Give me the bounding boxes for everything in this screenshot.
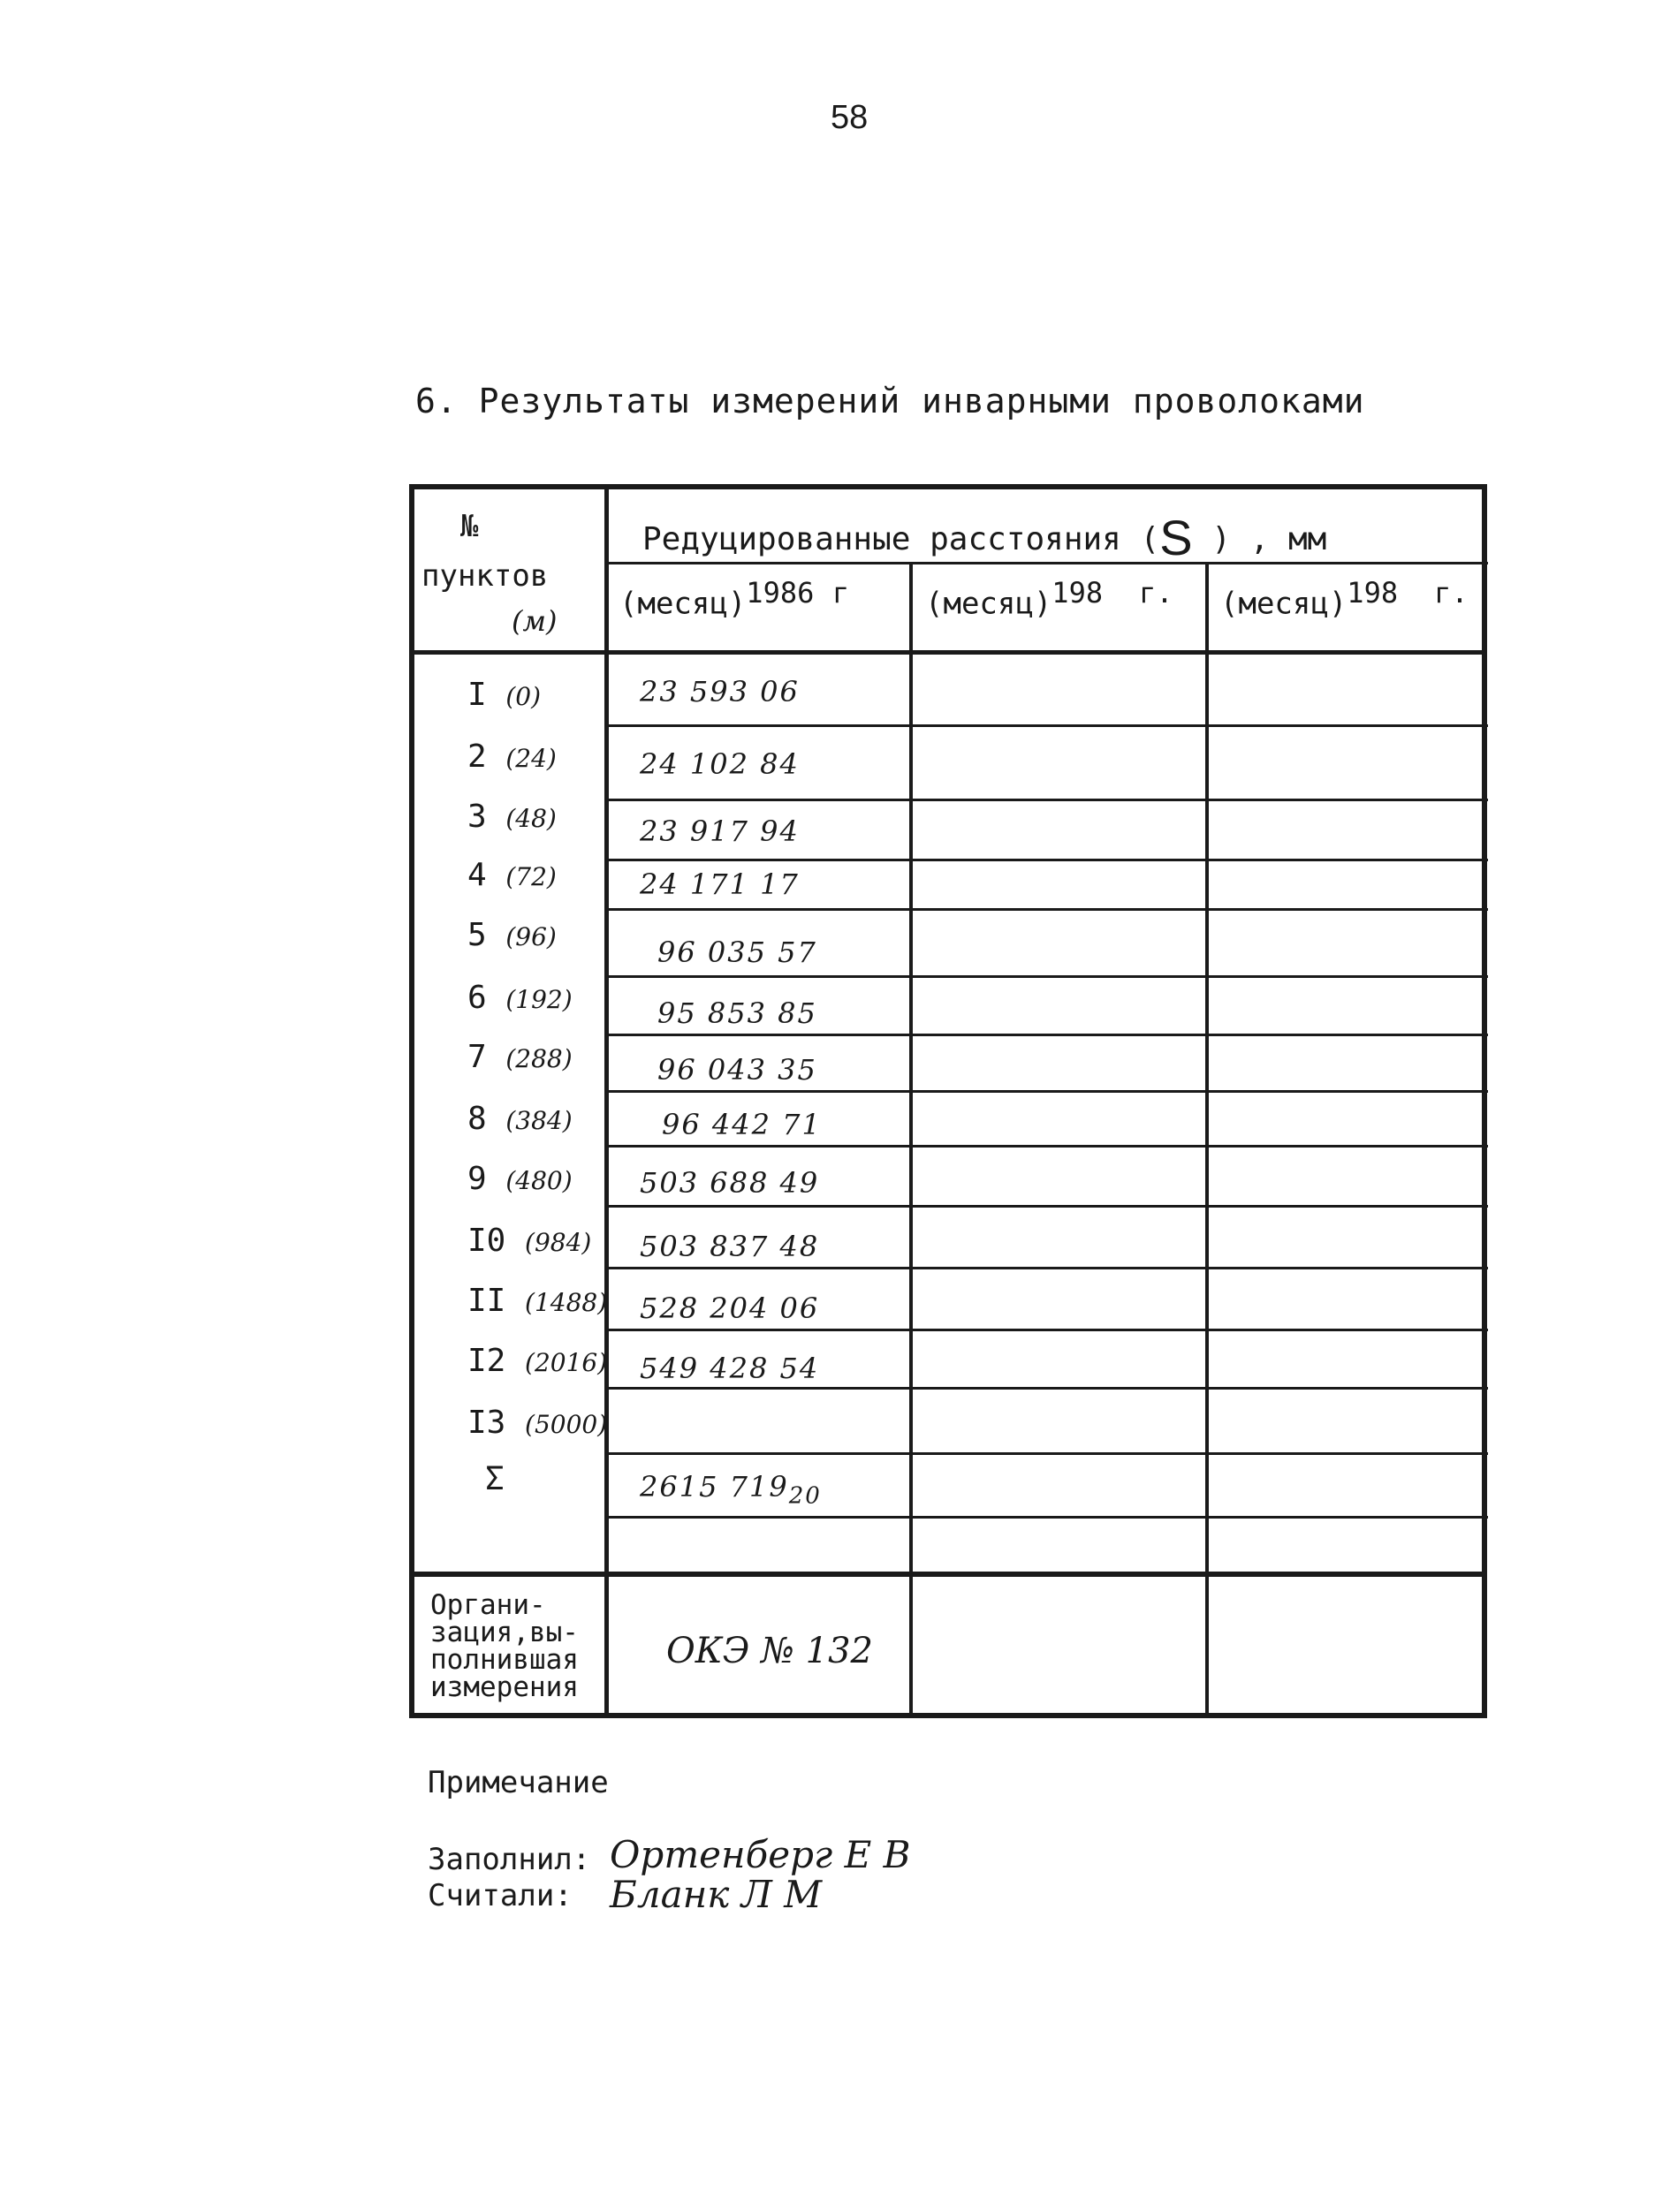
filled-by-name: Ортенберг Е В: [610, 1833, 911, 1876]
row-label: 2 (24): [467, 739, 557, 775]
value-cell: 503 688 49: [640, 1166, 820, 1200]
value-cell: 24 171 17: [640, 867, 800, 901]
checked-by-name: Бланк Л М: [610, 1873, 823, 1916]
value-cell: 96 043 35: [657, 1053, 817, 1087]
value-cell: 503 837 48: [640, 1230, 820, 1263]
page-number: 58: [831, 99, 869, 136]
note-label: Примечание: [428, 1765, 609, 1800]
row-label: 9 (480): [467, 1161, 573, 1197]
points-header: пунктов: [421, 558, 549, 594]
value-cell: 23 593 06: [640, 675, 800, 708]
checked-by-label: Считали:: [428, 1878, 573, 1913]
measurement-table: [409, 484, 1487, 1718]
month-header-3: (месяц)$^{198}$ $^{г.}$: [1220, 576, 1469, 622]
row-label: II (1488): [467, 1283, 608, 1319]
row-label: 3 (48): [467, 799, 557, 835]
sum-value: 2615 $719_{20}$: [640, 1470, 822, 1510]
sum-symbol: Σ: [485, 1461, 505, 1497]
s-symbol: S: [1159, 510, 1193, 565]
month-header-2: (месяц)$^{198}$ $^{г.}$: [925, 576, 1173, 622]
row-label: 6 (192): [467, 980, 573, 1016]
row-label: I3 (5000): [467, 1405, 608, 1441]
number-sign: №: [460, 509, 479, 544]
value-cell: 95 853 85: [657, 996, 817, 1030]
value-cell: 549 428 54: [640, 1352, 820, 1385]
row-label: 5 (96): [467, 917, 557, 953]
row-label: I (0): [467, 677, 542, 713]
filled-by-label: Заполнил:: [428, 1842, 591, 1877]
row-label: 8 (384): [467, 1101, 573, 1137]
reduced-distances-header: Редуцированные расстояния (S ) , мм: [642, 510, 1327, 565]
section-title: 6. Результаты измерений инварными проволоками: [415, 382, 1365, 420]
organization-label: Органи- зация,вы- полнившая измерения: [430, 1589, 579, 1703]
value-cell: 528 204 06: [640, 1292, 820, 1325]
points-unit: (м): [512, 604, 558, 638]
row-label: I0 (984): [467, 1223, 592, 1259]
value-cell: 23 917 94: [640, 814, 800, 848]
organization-value: ОКЭ № 132: [666, 1631, 873, 1671]
value-cell: 24 102 84: [640, 747, 800, 781]
row-label: 7 (288): [467, 1039, 573, 1075]
month-header-1: (месяц)$^{1986}$ $^г$: [619, 576, 850, 622]
value-cell: 96 442 71: [662, 1108, 822, 1141]
row-label: 4 (72): [467, 857, 557, 893]
value-cell: 96 035 57: [657, 936, 817, 969]
row-label: I2 (2016): [467, 1343, 608, 1379]
